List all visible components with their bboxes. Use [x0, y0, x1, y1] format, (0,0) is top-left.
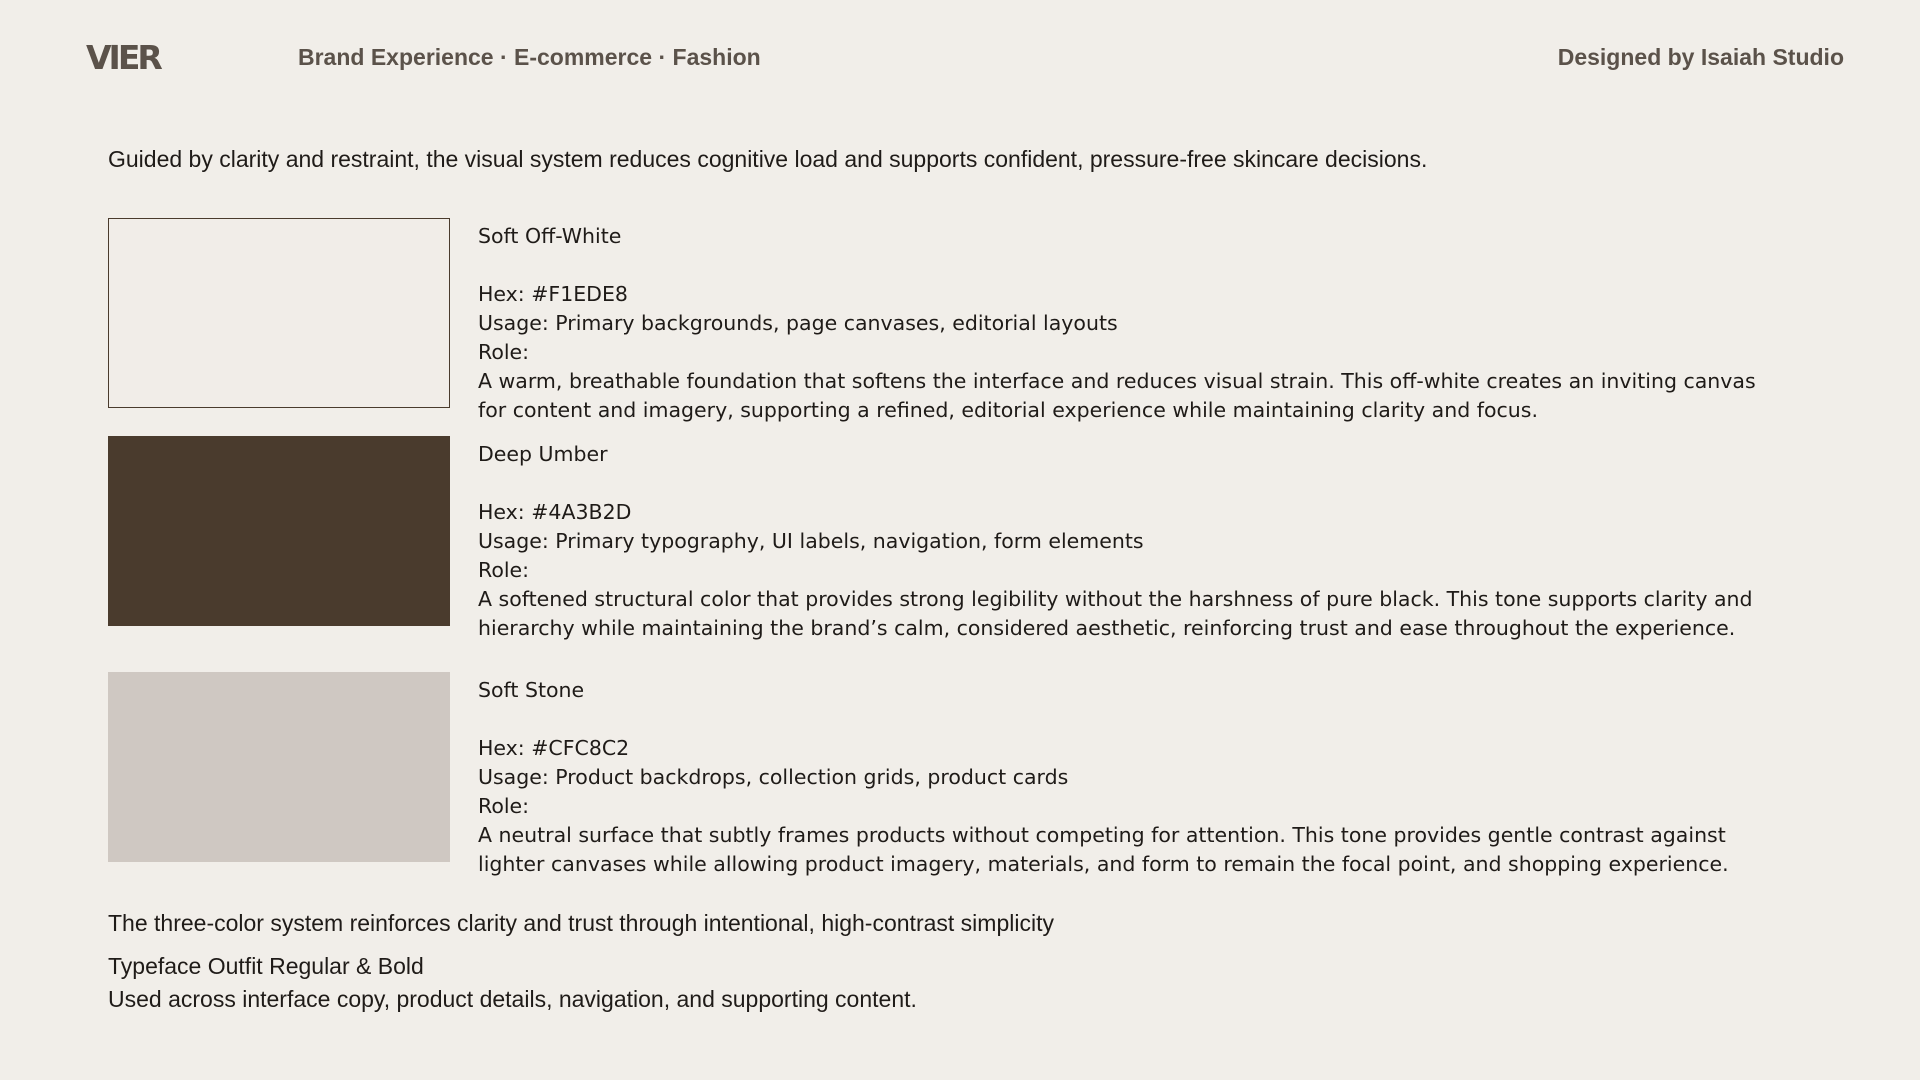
color-name: Deep Umber	[478, 442, 608, 466]
color-role-text: A warm, breathable foundation that softens the interface and reduces visual strain. This off-white creates an inviting canvas	[478, 369, 1756, 393]
color-role-label: Role:	[478, 794, 530, 818]
color-description	[478, 676, 1808, 879]
color-role-text: A neutral surface that subtly frames products without competing for attention. This tone provides gentle contrast against	[478, 823, 1726, 847]
color-name: Soft Off-White	[478, 224, 622, 248]
color-usage: Usage: Primary typography, UI labels, navigation, form elements	[478, 529, 1144, 553]
intro-text: Guided by clarity and restraint, the visual system reduces cognitive load and supports confident, pressure-free skincare decisions.	[108, 146, 1428, 172]
project-tags: Brand Experience · E-commerce · Fashion	[298, 43, 761, 70]
color-entry-soft-off-white	[108, 218, 1808, 425]
color-description	[478, 440, 1808, 643]
color-swatch	[108, 672, 450, 862]
color-role-text: lighter canvases while allowing product imagery, materials, and form to remain the focal point, and shopping experience.	[478, 852, 1729, 876]
color-hex: Hex: #F1EDE8	[478, 282, 628, 306]
color-usage: Usage: Primary backgrounds, page canvases, editorial layouts	[478, 311, 1118, 335]
brand-logo: VIER	[86, 37, 160, 77]
color-description	[478, 222, 1808, 425]
color-system-summary: The three-color system reinforces clarity and trust through intentional, high-contrast simplicity	[108, 910, 1054, 936]
color-usage: Usage: Product backdrops, collection grids, product cards	[478, 765, 1069, 789]
color-role-text: for content and imagery, supporting a refined, editorial experience while maintaining clarity and focus.	[478, 398, 1538, 422]
typeface-title: Typeface Outfit Regular & Bold	[108, 953, 424, 979]
color-role-text: hierarchy while maintaining the brand’s calm, considered aesthetic, reinforcing trust and ease throughout the experience.	[478, 616, 1736, 640]
color-hex: Hex: #CFC8C2	[478, 736, 630, 760]
color-role-label: Role:	[478, 558, 530, 582]
color-role-text: A softened structural color that provides strong legibility without the harshness of pure black. This tone supports clarity and	[478, 587, 1753, 611]
color-swatch	[108, 436, 450, 626]
designer-credit: Designed by Isaiah Studio	[1557, 43, 1844, 70]
color-entry-deep-umber	[108, 436, 1808, 643]
color-role-label: Role:	[478, 340, 530, 364]
color-entry-soft-stone	[108, 672, 1808, 879]
header	[86, 37, 1844, 77]
typeface-usage: Used across interface copy, product details, navigation, and supporting content.	[108, 986, 917, 1012]
color-hex: Hex: #4A3B2D	[478, 500, 632, 524]
color-name: Soft Stone	[478, 678, 585, 702]
color-swatch	[108, 218, 450, 408]
